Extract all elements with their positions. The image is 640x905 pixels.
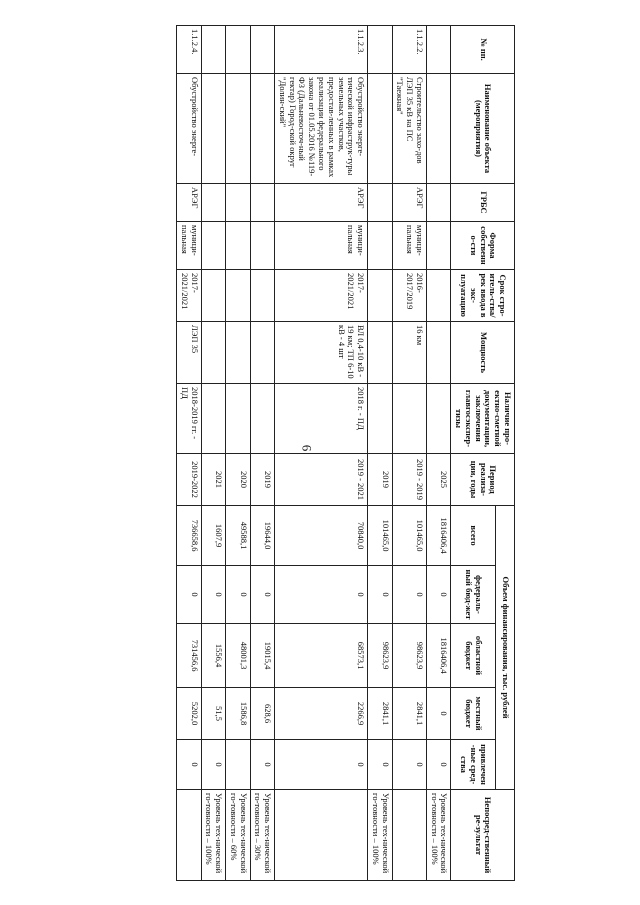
cell-grbs: АРЭГ bbox=[177, 184, 202, 222]
cell-local: 51,5 bbox=[201, 688, 226, 740]
cell-total: 101465,0 bbox=[392, 506, 426, 566]
cell-local: 5202,0 bbox=[177, 688, 202, 740]
cell-period: 2019 bbox=[250, 454, 275, 506]
header-row-1 bbox=[495, 26, 514, 881]
financing-table bbox=[176, 25, 515, 881]
cell-capacity bbox=[201, 322, 226, 384]
cell-term bbox=[250, 270, 275, 322]
cell-result bbox=[177, 790, 202, 881]
header-federal: федераль-ный бюд-жет bbox=[451, 566, 495, 624]
header-total: всего bbox=[451, 506, 495, 566]
cell-total: 49588,1 bbox=[226, 506, 251, 566]
header-period: Период реализа-ции, годы bbox=[451, 454, 515, 506]
table-body bbox=[177, 26, 451, 881]
cell-local: 0 bbox=[426, 688, 451, 740]
cell-name bbox=[226, 74, 251, 184]
cell-ownership bbox=[250, 222, 275, 270]
cell-local: 2841,1 bbox=[368, 688, 393, 740]
cell-attracted bbox=[226, 740, 251, 790]
header-result: Непосред-ственный ре-зультат bbox=[451, 790, 515, 881]
cell-no bbox=[201, 26, 226, 74]
cell-attracted: 0 bbox=[177, 740, 202, 790]
table-row bbox=[275, 26, 368, 881]
cell-regional: 98623,9 bbox=[368, 624, 393, 688]
cell-attracted: 0 bbox=[201, 740, 226, 790]
cell-federal: 0 bbox=[392, 566, 426, 624]
cell-regional: 48001,3 bbox=[226, 624, 251, 688]
cell-attracted: 0 bbox=[250, 740, 275, 790]
cell-total: 736658,6 bbox=[177, 506, 202, 566]
cell-total: 19644,0 bbox=[250, 506, 275, 566]
cell-name bbox=[368, 74, 393, 184]
cell-total: 101465,0 bbox=[368, 506, 393, 566]
cell-total: 70840,0 bbox=[275, 506, 368, 566]
cell-docs: 2018 г. - ПД bbox=[275, 384, 368, 454]
cell-capacity: ЛЭП 35 bbox=[177, 322, 202, 384]
cell-result bbox=[275, 790, 368, 881]
table-row bbox=[177, 26, 202, 881]
cell-term: 2017-2021/2021 bbox=[275, 270, 368, 322]
cell-no: 1.1.2.2. bbox=[392, 26, 426, 74]
cell-attracted: 0 bbox=[368, 740, 393, 790]
cell-ownership: муници-пальная bbox=[392, 222, 426, 270]
cell-result bbox=[392, 790, 426, 881]
cell-capacity: ВЛ 0,4-10 кВ - 19 км; ТП 6-10 кВ - 4 шт bbox=[275, 322, 368, 384]
cell-name: Строительство захо-дов ЛЭП 35 кВ на ПС "Таежная" bbox=[392, 74, 426, 184]
cell-period: 2019-2022 bbox=[177, 454, 202, 506]
cell-result: Уровень тех-нической го-товности – 100% bbox=[368, 790, 393, 881]
cell-term bbox=[201, 270, 226, 322]
cell-no: 1.1.2.3. bbox=[275, 26, 368, 74]
cell-period: 2019 - 2019 bbox=[392, 454, 426, 506]
cell-no bbox=[250, 26, 275, 74]
cell-grbs: АРЭГ bbox=[275, 184, 368, 222]
cell-federal: 0 bbox=[275, 566, 368, 624]
cell-result: Уровень тех-нической го-товности – 30% bbox=[250, 790, 275, 881]
header-docs: Наличие про-ектно-сметной документации, заключения главгосэкспер-тизы bbox=[451, 384, 515, 454]
cell-docs bbox=[368, 384, 393, 454]
cell-capacity: 16 км bbox=[392, 322, 426, 384]
cell-total: 1816406,4 bbox=[426, 506, 451, 566]
cell-federal: 0 bbox=[226, 566, 251, 624]
cell-regional: 98623,9 bbox=[392, 624, 426, 688]
cell-grbs bbox=[426, 184, 451, 222]
header-name: Наименование объекта (мероприятия) bbox=[451, 74, 515, 184]
cell-name: Обустройство энерге-тической инфраструк-туры земельных участков, предостав-ленных в рамках реализации федерального закона от 01.05.2016 №119-ФЗ (Дальневосточ-ный гектар) Город-ской округ "Долин-ский" bbox=[275, 74, 368, 184]
cell-period: 2019 - 2021 bbox=[275, 454, 368, 506]
cell-federal: 0 bbox=[426, 566, 451, 624]
table-row bbox=[368, 26, 393, 881]
cell-no: 1.1.2.4. bbox=[177, 26, 202, 74]
cell-no bbox=[368, 26, 393, 74]
cell-ownership bbox=[201, 222, 226, 270]
cell-regional: 731456,6 bbox=[177, 624, 202, 688]
cell-docs bbox=[201, 384, 226, 454]
cell-regional: 1816406,4 bbox=[426, 624, 451, 688]
cell-docs: 2018-2019 гг. - ПД bbox=[177, 384, 202, 454]
cell-local: 628,6 bbox=[250, 688, 275, 740]
cell-name: Обустройство энерге- bbox=[177, 74, 202, 184]
cell-period: 2020 bbox=[226, 454, 251, 506]
cell-name bbox=[250, 74, 275, 184]
cell-term bbox=[226, 270, 251, 322]
cell-ownership bbox=[368, 222, 393, 270]
cell-capacity bbox=[426, 322, 451, 384]
cell-regional: 1556,4 bbox=[201, 624, 226, 688]
cell-term: 2016-2017/2019 bbox=[392, 270, 426, 322]
cell-grbs bbox=[226, 184, 251, 222]
cell-period: 2021 bbox=[201, 454, 226, 506]
cell-regional: 19015,4 bbox=[250, 624, 275, 688]
cell-term: 2017-2021/2021 bbox=[177, 270, 202, 322]
cell-period: 2025 bbox=[426, 454, 451, 506]
cell-federal: 0 bbox=[250, 566, 275, 624]
cell-total: 1607,9 bbox=[201, 506, 226, 566]
cell-grbs bbox=[250, 184, 275, 222]
cell-term bbox=[368, 270, 393, 322]
cell-period: 2019 bbox=[368, 454, 393, 506]
cell-federal: 0 bbox=[201, 566, 226, 624]
header-financing-group: Объем финансирования, тыс. рублей bbox=[495, 506, 514, 790]
cell-local: 2266,9 bbox=[275, 688, 368, 740]
cell-docs bbox=[426, 384, 451, 454]
cell-local: 2841,1 bbox=[392, 688, 426, 740]
rotated-table-wrapper bbox=[115, 25, 515, 880]
cell-federal: 0 bbox=[177, 566, 202, 624]
table-row bbox=[250, 26, 275, 881]
cell-ownership bbox=[426, 222, 451, 270]
table-row bbox=[226, 26, 251, 881]
cell-result: Уровень тех-нической го-товности – 100% bbox=[201, 790, 226, 881]
header-regional: областной бюджет bbox=[451, 624, 495, 688]
cell-ownership: муници-пальная bbox=[275, 222, 368, 270]
cell-grbs bbox=[201, 184, 226, 222]
cell-ownership: муници-пальная bbox=[177, 222, 202, 270]
cell-result: Уровень тех-нической го-товности – 60% bbox=[226, 790, 251, 881]
cell-docs bbox=[392, 384, 426, 454]
cell-term bbox=[426, 270, 451, 322]
cell-attracted: 0 bbox=[275, 740, 368, 790]
header-capacity: Мощность bbox=[451, 322, 515, 384]
cell-attracted: 0 bbox=[426, 740, 451, 790]
cell-result: Уровень тех-нической го-товности – 100% bbox=[426, 790, 451, 881]
header-local: местный бюджет bbox=[451, 688, 495, 740]
cell-attracted: 0 bbox=[392, 740, 426, 790]
cell-federal: 0 bbox=[368, 566, 393, 624]
cell-local: 1586,8 bbox=[226, 688, 251, 740]
table-row bbox=[201, 26, 226, 881]
header-no: № пп. bbox=[451, 26, 515, 74]
cell-regional: 68573,1 bbox=[275, 624, 368, 688]
cell-name bbox=[426, 74, 451, 184]
cell-grbs bbox=[368, 184, 393, 222]
cell-capacity bbox=[226, 322, 251, 384]
table-row bbox=[392, 26, 426, 881]
cell-name bbox=[201, 74, 226, 184]
cell-capacity bbox=[250, 322, 275, 384]
table-row bbox=[426, 26, 451, 881]
cell-docs bbox=[226, 384, 251, 454]
header-grbs: ГРБС bbox=[451, 184, 515, 222]
cell-docs bbox=[250, 384, 275, 454]
page-number-text: 6 bbox=[299, 444, 314, 451]
cell-no bbox=[226, 26, 251, 74]
header-attracted: привлечен-ные сред-ства bbox=[451, 740, 495, 790]
header-term: Срок стро-итель-ства/рек ввода в экс-плуатацию bbox=[451, 270, 515, 322]
cell-grbs: АРЭГ bbox=[392, 184, 426, 222]
cell-no bbox=[426, 26, 451, 74]
header-ownership: Форма собственно-сти bbox=[451, 222, 515, 270]
cell-ownership bbox=[226, 222, 251, 270]
cell-capacity bbox=[368, 322, 393, 384]
